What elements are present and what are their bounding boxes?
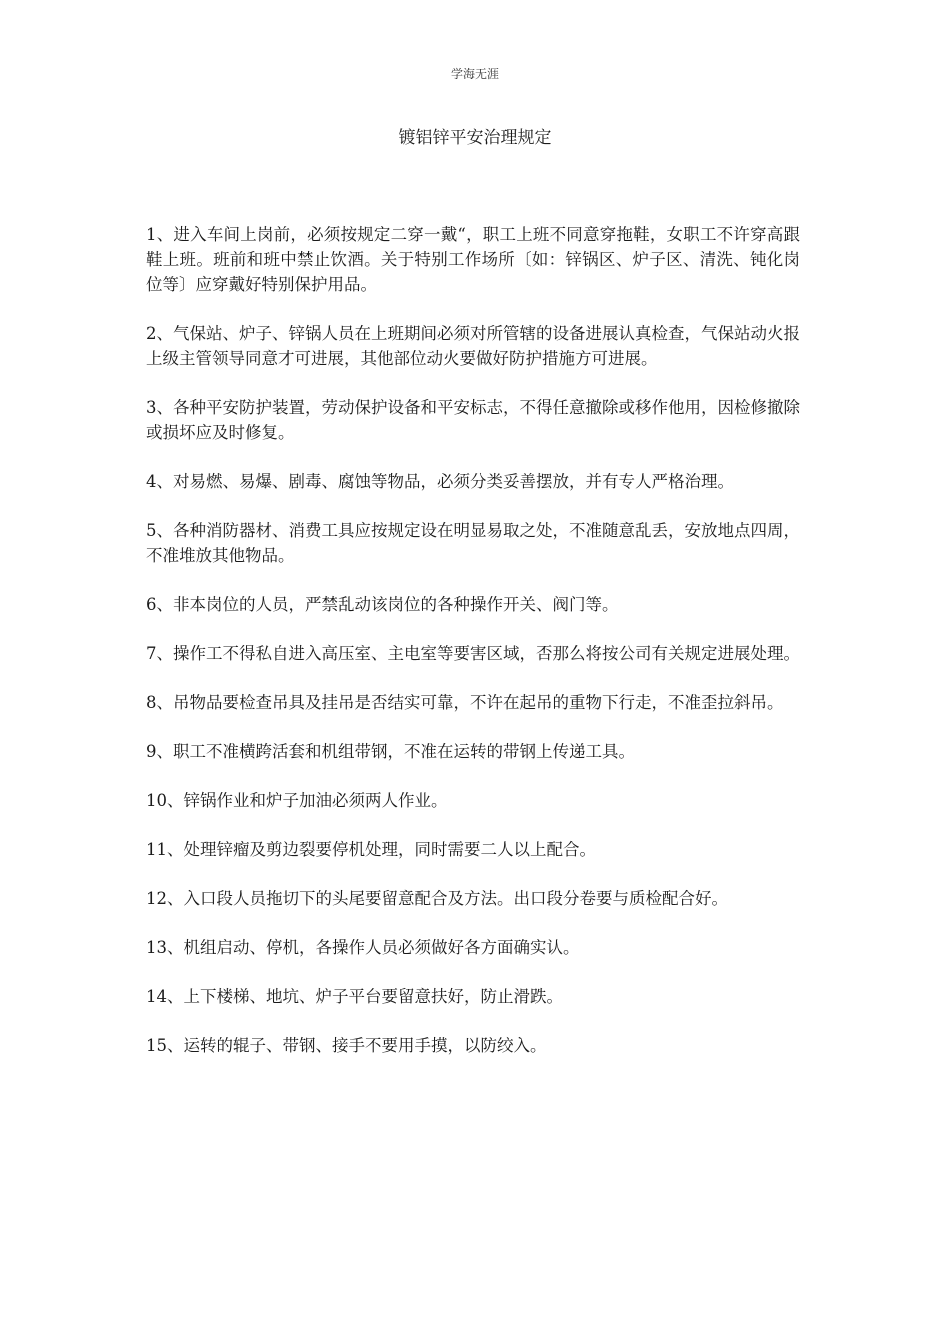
rule-paragraph-7: 7、操作工不得私自进入高压室、主电室等要害区域，否那么将按公司有关规定进展处理。 bbox=[146, 644, 800, 663]
rule-paragraph-12: 12、入口段人员拖切下的头尾要留意配合及方法。出口段分卷要与质检配合好。 bbox=[146, 889, 728, 908]
rule-paragraph-3: 3、各种平安防护装置，劳动保护设备和平安标志，不得任意撤除或移作他用，因检修撤除或损坏应及时修复。 bbox=[146, 398, 800, 442]
document-body bbox=[146, 222, 800, 1082]
rule-paragraph-2: 2、气保站、炉子、锌锅人员在上班期间必须对所管辖的设备进展认真检查，气保站动火报上级主管领导同意才可进展，其他部位动火要做好防护措施方可进展。 bbox=[146, 324, 800, 368]
rule-paragraph-9: 9、职工不准横跨活套和机组带钢，不准在运转的带钢上传递工具。 bbox=[146, 742, 635, 761]
rule-paragraph-8: 8、吊物品要检查吊具及挂吊是否结实可靠，不许在起吊的重物下行走，不准歪拉斜吊。 bbox=[146, 693, 784, 712]
rule-paragraph-6: 6、非本岗位的人员，严禁乱动该岗位的各种操作开关、阀门等。 bbox=[146, 595, 619, 614]
rule-paragraph-13: 13、机组启动、停机，各操作人员必须做好各方面确实认。 bbox=[146, 938, 580, 957]
rule-paragraph-10: 10、锌锅作业和炉子加油必须两人作业。 bbox=[146, 791, 448, 810]
rule-paragraph-11: 11、处理锌瘤及剪边裂要停机处理，同时需要二人以上配合。 bbox=[146, 840, 596, 859]
document-title: 镀铝锌平安治理规定 bbox=[398, 128, 552, 148]
rule-paragraph-15: 15、运转的辊子、带钢、接手不要用手摸，以防绞入。 bbox=[146, 1036, 547, 1055]
rule-paragraph-5: 5、各种消防器材、消费工具应按规定设在明显易取之处，不准随意乱丢，安放地点四周，不准堆放其他物品。 bbox=[146, 521, 800, 565]
rule-paragraph-1: 1、进入车间上岗前，必须按规定二穿一戴“，职工上班不同意穿拖鞋，女职工不许穿高跟鞋上班。班前和班中禁止饮酒。关于特别工作场所〔如：锌锅区、炉子区、清洗、钝化岗位等〕应穿戴好特别保护用品。 bbox=[146, 225, 800, 294]
rule-paragraph-14: 14、上下楼梯、地坑、炉子平台要留意扶好，防止滑跌。 bbox=[146, 987, 563, 1006]
page-header: 学海无涯 bbox=[450, 67, 499, 81]
rule-paragraph-4: 4、对易燃、易爆、剧毒、腐蚀等物品，必须分类妥善摆放，并有专人严格治理。 bbox=[146, 472, 734, 491]
